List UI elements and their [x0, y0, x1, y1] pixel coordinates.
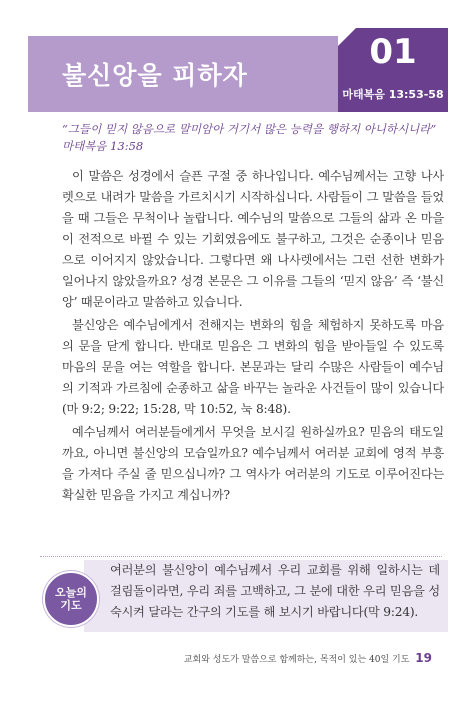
chapter-number: 01 — [369, 32, 417, 72]
paragraph: 불신앙은 예수님에게서 전해지는 변화의 힘을 체험하지 못하도록 마음의 문을 닫게 합니다. 반대로 믿음은 그 변화의 힘을 받아들일 수 있도록 마음의 문을 여는 역할을 합니다. 본문과는 달리 수많은 사람들이 예수님의 기적과 가르침에 순종하고 삶을 바꾸는 놀라운 사건들이 많이 있습니다(마 9:2; 9:22; 15:28, 막 10:52, 눅 8:48). — [62, 318, 444, 416]
page-number: 19 — [415, 651, 432, 665]
paragraph: 이 말씀은 성경에서 슬픈 구절 중 하나입니다. 예수님께서는 고향 나사렛으로 내려가 말씀을 가르치시기 시작하십니다. 사람들이 그 말씀을 들었을 때 그들은 무척이나 놀랍니다. 예수님의 말씀으로 그들의 삶과 온 마을이 전적으로 바뀔 수 있는 기회였음에도 불구하고, 그것은 순종이나 믿음으로 이어지지 않았습니다. 그렇다면 왜 나사렛에서는 그런 선한 변화가 일어나지 않았을까요? 성경 본문은 그 이유를 그들의 ‘믿지 않음’ 즉 ‘불신앙’ 때문이라고 말씀하고 있습니다. — [62, 169, 444, 309]
prayer-divider — [40, 556, 442, 557]
prayer-badge-line1: 오늘의 — [55, 586, 87, 599]
key-verse-ref: 마태복음 13:58 — [62, 139, 144, 153]
paragraph: 예수님께서 여러분들에게서 무엇을 보시길 원하실까요? 믿음의 태도일까요, 아니면 불신앙의 모습일까요? 예수님께서 여러분 교회에 영적 부흥을 가져다 주실 줄 믿으십니까? 그 역사가 여러분의 기도로 이루어진다는 확실한 믿음을 가지고 계십니까? — [62, 425, 444, 502]
scripture-reference: 마태복음 13:53-58 — [342, 88, 444, 101]
footer-text: 교회와 성도가 말씀으로 함께하는, 목적이 있는 40일 기도 — [183, 655, 410, 665]
page-title: 불신앙을 피하자 — [62, 61, 248, 90]
prayer-badge-line2: 기도 — [60, 599, 82, 612]
page-footer — [184, 651, 432, 665]
key-verse-text: “그들이 믿지 않음으로 말미암아 거기서 많은 능력을 행하지 아니하시니라” — [62, 122, 437, 136]
prayer-badge — [43, 571, 99, 627]
key-verse — [62, 121, 442, 155]
body-text — [62, 166, 444, 508]
prayer-text: 여러분의 불신앙이 예수님께서 우리 교회를 위해 일하시는 데 걸림돌이라면, 우리 죄를 고백하고, 그 분에 대한 우리 믿음을 성숙시켜 달라는 간구의 기도를 해 보시기 바랍니다(막 9:24). — [110, 563, 440, 619]
